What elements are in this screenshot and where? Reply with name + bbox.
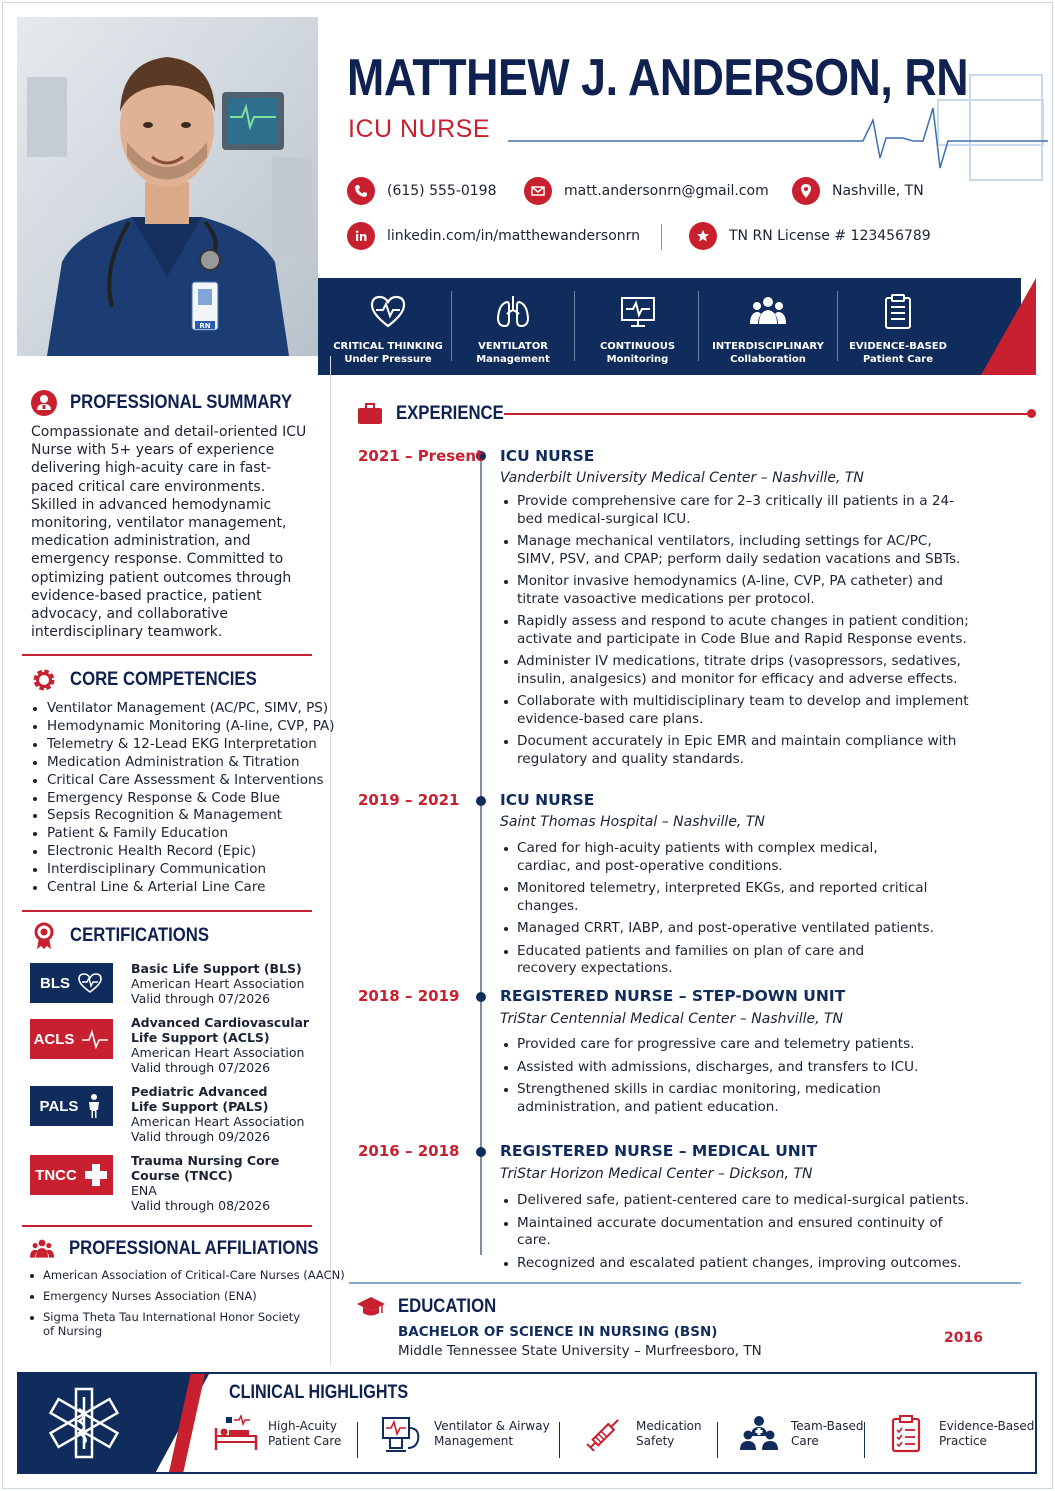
checklist-icon bbox=[885, 1414, 929, 1454]
affiliations-heading: PROFESSIONAL AFFILIATIONS bbox=[29, 1237, 353, 1261]
highlight-team bbox=[737, 1414, 863, 1454]
hospital-bed-icon bbox=[214, 1414, 258, 1454]
acls-badge: ACLS bbox=[30, 1019, 113, 1059]
education-year: 2016 bbox=[944, 1330, 983, 1346]
tncc-badge: TNCC bbox=[30, 1155, 113, 1195]
cert-valid: Valid through 07/2026 bbox=[131, 1060, 271, 1075]
experience-rule-dot bbox=[1027, 409, 1036, 418]
job-org: TriStar Horizon Medical Center – Dickson, TN bbox=[500, 1166, 813, 1182]
cert-name: Life Support (ACLS) bbox=[131, 1030, 270, 1045]
banner-evidence-based bbox=[843, 278, 953, 375]
list-item: Provide comprehensive care for 2–3 critically ill patients in a 24-bed medical-surgical ICU. bbox=[500, 493, 970, 528]
banner-divider bbox=[451, 291, 452, 361]
candidate-name: MATTHEW J. ANDERSON, RN bbox=[347, 49, 969, 107]
banner-sublabel: Collaboration bbox=[730, 354, 806, 365]
timeline-dot bbox=[476, 796, 486, 806]
list-item: Medication Administration & Titration bbox=[31, 754, 335, 772]
cert-valid: Valid through 07/2026 bbox=[131, 991, 271, 1006]
star-icon bbox=[689, 222, 717, 250]
highlight-sublabel: Management bbox=[434, 1434, 514, 1448]
highlight-divider bbox=[864, 1422, 865, 1458]
job-title: ICU NURSE bbox=[500, 447, 595, 465]
nurse-profile-icon bbox=[30, 389, 58, 417]
gear-icon bbox=[30, 666, 58, 694]
cert-name: Life Support (PALS) bbox=[131, 1099, 269, 1114]
clipboard-icon bbox=[878, 292, 918, 332]
banner-sublabel: Patient Care bbox=[863, 354, 933, 365]
profile-photo bbox=[17, 17, 318, 356]
email-icon bbox=[524, 177, 552, 205]
job-org: TriStar Centennial Medical Center – Nashville, TN bbox=[500, 1011, 844, 1027]
highlight-divider bbox=[357, 1422, 358, 1458]
banner-monitoring bbox=[580, 278, 695, 375]
contact-location bbox=[792, 177, 924, 205]
banner-divider bbox=[574, 291, 575, 361]
briefcase-icon bbox=[356, 400, 384, 428]
list-item: of Nursing bbox=[43, 1324, 103, 1338]
job-title: REGISTERED NURSE – MEDICAL UNIT bbox=[500, 1142, 818, 1160]
star-of-life-icon bbox=[43, 1386, 125, 1460]
highlight-ventilator bbox=[380, 1414, 550, 1454]
banner-collaboration bbox=[703, 278, 833, 375]
summary-text: Compassionate and detail-oriented ICU Nurse with 5+ years of experience delivering high-acuity care in fast-paced critical care environments. Skilled in advanced hemodynamic monitoring, ventilator management, medication administration, and emergency response. Committed to optimizing patient outcomes through evidence-based practice, patient advocacy, and collaborative interdisciplinary teamwork. bbox=[31, 424, 307, 641]
list-item: Ventilator Management (AC/PC, SIMV, PS) bbox=[31, 700, 335, 718]
job-bullets bbox=[500, 1036, 970, 1116]
cert-org: ENA bbox=[131, 1183, 157, 1198]
contact-phone[interactable] bbox=[347, 177, 497, 205]
linkedin-text: linkedin.com/in/matthewandersonrn bbox=[387, 228, 641, 244]
contact-linkedin[interactable] bbox=[347, 222, 640, 250]
list-item: Strengthened skills in cardiac monitoring, medication administration, and patient education. bbox=[500, 1081, 970, 1116]
list-item: Rapidly assess and respond to acute changes in patient condition; activate and participate in Code Blue and Rapid Response events. bbox=[500, 613, 970, 648]
job-date: 2018 – 2019 bbox=[358, 987, 460, 1005]
highlight-divider bbox=[717, 1422, 718, 1458]
cert-name: Advanced Cardiovascular bbox=[131, 1015, 310, 1030]
cert-name: Basic Life Support (BLS) bbox=[131, 961, 302, 976]
cert-org: American Heart Association bbox=[131, 976, 305, 991]
team-care-icon bbox=[737, 1414, 781, 1454]
timeline-dot bbox=[476, 992, 486, 1002]
summary-heading: PROFESSIONAL SUMMARY bbox=[30, 389, 322, 417]
highlight-label: Team-Based bbox=[791, 1419, 864, 1433]
list-item: Document accurately in Epic EMR and maintain compliance with regulatory and quality standards. bbox=[500, 733, 970, 768]
list-item: Administer IV medications, titrate drips (vasopressors, sedatives, insulin, analgesics) and monitor for efficacy and adverse effects. bbox=[500, 653, 970, 688]
highlight-medication bbox=[582, 1414, 702, 1454]
group-icon bbox=[29, 1237, 55, 1261]
banner-divider bbox=[698, 291, 699, 361]
job-org: Saint Thomas Hospital – Nashville, TN bbox=[500, 814, 765, 830]
cert-valid: Valid through 09/2026 bbox=[131, 1129, 271, 1144]
job-date: 2019 – 2021 bbox=[358, 791, 460, 809]
syringe-icon bbox=[582, 1414, 626, 1454]
banner-sublabel: Monitoring bbox=[606, 354, 669, 365]
banner-label: CRITICAL THINKING bbox=[333, 341, 443, 352]
ekg-icon bbox=[81, 1028, 109, 1050]
highlight-sublabel: Patient Care bbox=[268, 1434, 342, 1448]
license-text: TN RN License # 123456789 bbox=[729, 228, 931, 244]
linkedin-icon bbox=[347, 222, 375, 250]
heart-pulse-icon bbox=[368, 292, 408, 332]
list-item: Educated patients and families on plan of care and recovery expectations. bbox=[500, 943, 970, 978]
banner-divider bbox=[837, 291, 838, 361]
list-item: Sepsis Recognition & Management bbox=[31, 807, 335, 825]
highlight-label: High-Acuity bbox=[268, 1419, 337, 1433]
highlight-label: Medication bbox=[636, 1419, 702, 1433]
education-school: Middle Tennessee State University – Murfreesboro, TN bbox=[398, 1343, 762, 1359]
list-item: Manage mechanical ventilators, including settings for AC/PC, SIMV, PSV, and CPAP; perform daily sedation vacations and SBTs. bbox=[500, 533, 970, 568]
pals-badge: PALS bbox=[30, 1086, 113, 1126]
cert-name: Pediatric Advanced bbox=[131, 1084, 268, 1099]
location-pin-icon bbox=[792, 177, 820, 205]
cert-org: American Heart Association bbox=[131, 1114, 305, 1129]
banner-label: VENTILATOR bbox=[478, 341, 548, 352]
lungs-icon bbox=[493, 292, 533, 332]
ventilator-monitor-icon bbox=[380, 1414, 424, 1454]
experience-rule bbox=[504, 413, 1029, 415]
contact-divider bbox=[661, 224, 662, 250]
highlight-high-acuity bbox=[214, 1414, 341, 1454]
contact-email[interactable] bbox=[524, 177, 769, 205]
candidate-title: ICU NURSE bbox=[348, 115, 491, 143]
list-item: Maintained accurate documentation and ensured continuity of care. bbox=[500, 1215, 970, 1250]
banner-sublabel: Management bbox=[476, 354, 550, 365]
list-item: Telemetry & 12-Lead EKG Interpretation bbox=[31, 736, 335, 754]
list-item: Monitor invasive hemodynamics (A-line, CVP, PA catheter) and titrate vasoactive medications per protocol. bbox=[500, 573, 970, 608]
job-date: 2021 – Present bbox=[358, 447, 484, 465]
cert-valid: Valid through 08/2026 bbox=[131, 1198, 271, 1213]
list-item: American Association of Critical-Care Nurses (AACN) bbox=[29, 1268, 345, 1283]
skills-banner bbox=[318, 278, 1021, 375]
list-item: Critical Care Assessment & Interventions bbox=[31, 772, 335, 790]
contact-license bbox=[689, 222, 931, 250]
location-text: Nashville, TN bbox=[832, 183, 924, 199]
job-bullets bbox=[500, 1192, 970, 1272]
list-item: Managed CRRT, IABP, and post-operative ventilated patients. bbox=[500, 920, 970, 938]
list-item: Cared for high-acuity patients with complex medical, cardiac, and post-operative conditions. bbox=[500, 840, 970, 875]
phone-icon bbox=[347, 177, 375, 205]
medical-cross-icon bbox=[84, 1163, 108, 1187]
list-item: Emergency Response & Code Blue bbox=[31, 790, 335, 808]
graduation-cap-icon bbox=[356, 1293, 386, 1321]
clinical-highlights-bar bbox=[17, 1372, 1037, 1474]
job-bullets bbox=[500, 493, 970, 768]
list-item: Hemodynamic Monitoring (A-line, CVP, PA) bbox=[31, 718, 335, 736]
education-rule bbox=[349, 1282, 1021, 1284]
highlights-heading: CLINICAL HIGHLIGHTS bbox=[229, 1382, 409, 1403]
list-item: Monitored telemetry, interpreted EKGs, and reported critical changes. bbox=[500, 880, 970, 915]
job-bullets bbox=[500, 840, 970, 978]
highlight-label: Evidence-Based bbox=[939, 1419, 1035, 1433]
phone-text: (615) 555-0198 bbox=[387, 183, 497, 199]
highlight-divider bbox=[559, 1422, 560, 1458]
ecg-line-decoration bbox=[508, 60, 1048, 190]
list-item: Delivered safe, patient-centered care to medical-surgical patients. bbox=[500, 1192, 970, 1210]
section-divider bbox=[22, 1225, 312, 1227]
section-divider bbox=[22, 654, 312, 656]
heart-icon bbox=[77, 972, 103, 994]
highlight-label: Ventilator & Airway bbox=[434, 1419, 550, 1433]
child-icon bbox=[85, 1093, 103, 1119]
cert-name: Trauma Nursing Core bbox=[131, 1153, 280, 1168]
list-item: Patient & Family Education bbox=[31, 825, 335, 843]
job-title: ICU NURSE bbox=[500, 791, 595, 809]
highlight-evidence bbox=[885, 1414, 1034, 1454]
list-item: Interdisciplinary Communication bbox=[31, 861, 335, 879]
list-item: Provided care for progressive care and telemetry patients. bbox=[500, 1036, 970, 1054]
highlight-sublabel: Safety bbox=[636, 1434, 675, 1448]
education-degree: BACHELOR OF SCIENCE IN NURSING (BSN) bbox=[398, 1324, 718, 1340]
job-org: Vanderbilt University Medical Center – Nashville, TN bbox=[500, 470, 864, 486]
banner-critical-thinking bbox=[328, 278, 448, 375]
bls-badge: BLS bbox=[30, 963, 113, 1003]
list-item: Assisted with admissions, discharges, and transfers to ICU. bbox=[500, 1059, 970, 1077]
cert-name: Course (TNCC) bbox=[131, 1168, 233, 1183]
list-item: Collaborate with multidisciplinary team to develop and implement evidence-based care plans. bbox=[500, 693, 970, 728]
list-item: Recognized and escalated patient changes, improving outcomes. bbox=[500, 1255, 970, 1273]
highlight-sublabel: Care bbox=[791, 1434, 819, 1448]
affiliations-list bbox=[29, 1268, 345, 1345]
team-icon bbox=[748, 292, 788, 332]
banner-label: INTERDISCIPLINARY bbox=[712, 341, 824, 352]
banner-label: CONTINUOUS bbox=[599, 341, 676, 352]
list-item: Central Line & Arterial Line Care bbox=[31, 879, 335, 897]
competencies-heading: CORE COMPETENCIES bbox=[30, 666, 282, 694]
job-title: REGISTERED NURSE – STEP-DOWN UNIT bbox=[500, 987, 846, 1005]
list-item: Emergency Nurses Association (ENA) bbox=[29, 1289, 345, 1304]
list-item: Sigma Theta Tau International Honor Society bbox=[29, 1310, 345, 1325]
email-text: matt.andersonrn@gmail.com bbox=[564, 183, 769, 199]
timeline-dot bbox=[476, 1147, 486, 1157]
competencies-list bbox=[31, 700, 335, 897]
award-ribbon-icon bbox=[30, 922, 58, 950]
monitor-icon bbox=[618, 292, 658, 332]
list-item: Electronic Health Record (Epic) bbox=[31, 843, 335, 861]
highlight-sublabel: Practice bbox=[939, 1434, 987, 1448]
badge-rn-label: RN bbox=[199, 322, 211, 330]
education-heading: EDUCATION bbox=[356, 1293, 510, 1321]
banner-label: EVIDENCE-BASED bbox=[849, 341, 947, 352]
banner-sublabel: Under Pressure bbox=[344, 354, 432, 365]
section-divider bbox=[22, 910, 312, 912]
banner-ventilator bbox=[458, 278, 568, 375]
timeline-line bbox=[480, 455, 482, 1255]
cert-org: American Heart Association bbox=[131, 1045, 305, 1060]
certifications-heading: CERTIFICATIONS bbox=[30, 922, 228, 950]
job-date: 2016 – 2018 bbox=[358, 1142, 460, 1160]
experience-heading: EXPERIENCE bbox=[356, 400, 518, 428]
